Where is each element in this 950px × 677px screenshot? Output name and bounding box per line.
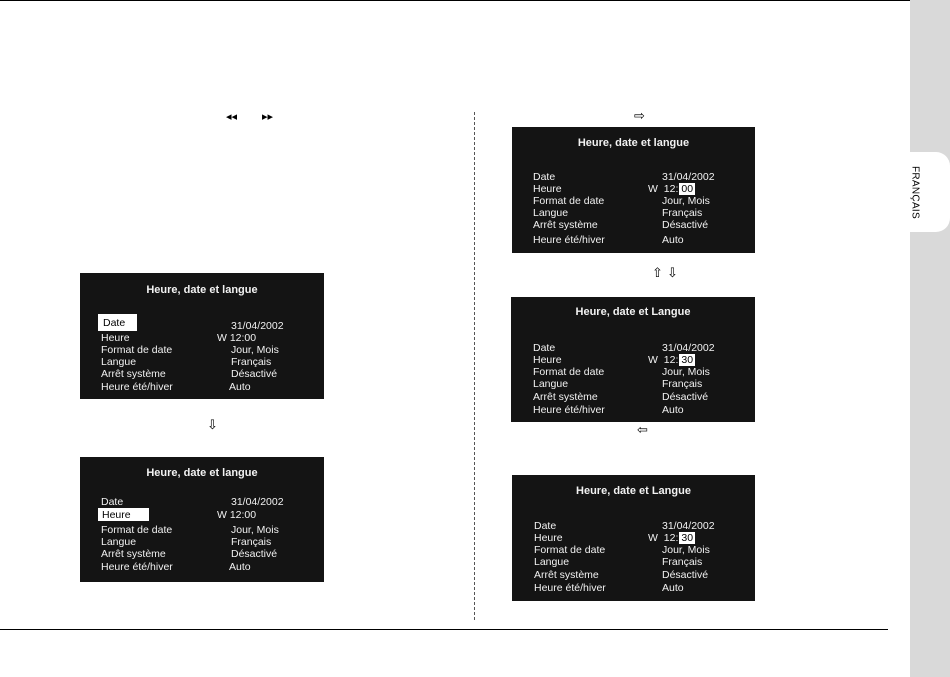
date-label[interactable]: Date xyxy=(98,314,137,331)
screen-title: Heure, date et langue xyxy=(146,467,258,479)
date-label: Date xyxy=(534,520,557,532)
date-label: Date xyxy=(533,342,556,354)
bottom-border xyxy=(0,629,888,630)
heure-value: W 12:00 xyxy=(217,332,257,344)
date-label: Date xyxy=(533,171,556,183)
date-value: 31/04/2002 xyxy=(662,342,715,354)
format-label: Format de date xyxy=(101,344,173,356)
format-label: Format de date xyxy=(534,544,606,556)
down-arrow-icon: ⇩ xyxy=(207,417,218,432)
language-tab-label: FRANÇAIS xyxy=(909,165,921,219)
ete-label: Heure été/hiver xyxy=(533,234,605,246)
langue-value: Français xyxy=(662,378,703,390)
heure-w: W xyxy=(648,532,658,544)
heure-label: Heure xyxy=(533,183,562,195)
langue-label: Langue xyxy=(101,536,137,548)
format-value: Jour, Mois xyxy=(662,544,710,556)
heure-label: Heure xyxy=(534,532,563,544)
arret-label: Arrêt système xyxy=(534,569,599,581)
left-arrow-icon: ⇦ xyxy=(637,422,648,437)
rewind-icon: ◂◂ xyxy=(226,111,238,123)
langue-value: Français xyxy=(662,556,703,568)
heure-value: W 12:00 xyxy=(217,509,257,521)
langue-value: Français xyxy=(231,536,272,548)
minutes-field[interactable]: 30 xyxy=(681,354,694,366)
langue-value: Français xyxy=(231,356,272,368)
format-value: Jour, Mois xyxy=(231,344,279,356)
heure-w: W xyxy=(648,183,658,195)
arret-label: Arrêt système xyxy=(533,219,598,231)
arret-value: Désactivé xyxy=(662,219,709,231)
format-value: Jour, Mois xyxy=(231,524,279,536)
arret-value: Désactivé xyxy=(231,548,278,560)
arret-value: Désactivé xyxy=(662,391,709,403)
menu-screen-minutes-30 xyxy=(511,297,755,422)
up-arrow-icon: ⇧ xyxy=(652,265,663,280)
langue-value: Français xyxy=(662,207,703,219)
heure-hours: 12: xyxy=(663,532,679,544)
screen-title: Heure, date et Langue xyxy=(575,306,691,318)
langue-label: Langue xyxy=(101,356,137,368)
date-label: Date xyxy=(101,496,124,508)
date-value: 31/04/2002 xyxy=(231,496,284,508)
top-border xyxy=(0,0,910,1)
format-value: Jour, Mois xyxy=(662,195,710,207)
heure-label[interactable]: Heure xyxy=(98,508,149,521)
langue-label: Langue xyxy=(533,207,569,219)
date-value: 31/04/2002 xyxy=(662,520,715,532)
heure-label: Heure xyxy=(533,354,562,366)
column-divider xyxy=(474,112,475,620)
menu-screen-minutes-00 xyxy=(512,127,755,253)
ete-label: Heure été/hiver xyxy=(101,561,173,573)
screen-title: Heure, date et langue xyxy=(146,284,258,296)
down-arrow-icon: ⇩ xyxy=(667,265,678,280)
format-label: Format de date xyxy=(101,524,173,536)
heure-value xyxy=(648,183,695,195)
date-value: 31/04/2002 xyxy=(662,171,715,183)
minutes-field[interactable]: 00 xyxy=(681,183,694,195)
minutes-field[interactable]: 30 xyxy=(681,532,694,544)
format-label: Format de date xyxy=(533,366,605,378)
heure-value xyxy=(648,532,695,544)
heure-hours: 12: xyxy=(663,354,679,366)
ete-label: Heure été/hiver xyxy=(534,582,606,594)
ete-label: Heure été/hiver xyxy=(101,381,173,393)
arret-label: Arrêt système xyxy=(533,391,598,403)
sidebar xyxy=(910,0,950,677)
langue-label: Langue xyxy=(534,556,570,568)
heure-w: W xyxy=(648,354,658,366)
langue-label: Langue xyxy=(533,378,569,390)
arret-label: Arrêt système xyxy=(101,548,166,560)
ete-value: Auto xyxy=(229,381,251,393)
date-value: 31/04/2002 xyxy=(231,320,284,332)
heure-value xyxy=(648,354,695,366)
ete-value: Auto xyxy=(662,404,684,416)
ete-value: Auto xyxy=(662,234,684,246)
format-label: Format de date xyxy=(533,195,605,207)
heure-hours: 12: xyxy=(663,183,679,195)
arret-value: Désactivé xyxy=(662,569,709,581)
menu-screen-date-selected xyxy=(80,273,324,399)
screen-title: Heure, date et langue xyxy=(577,137,690,149)
screen-title: Heure, date et Langue xyxy=(576,485,691,497)
heure-label: Heure xyxy=(101,332,130,344)
arret-value: Désactivé xyxy=(231,368,278,380)
fast-forward-icon: ▸▸ xyxy=(262,111,274,123)
ete-label: Heure été/hiver xyxy=(533,404,605,416)
menu-screen-minutes-30-confirmed xyxy=(512,475,755,601)
ete-value: Auto xyxy=(662,582,684,594)
right-arrow-icon: ⇨ xyxy=(634,108,645,123)
menu-screen-heure-selected xyxy=(80,457,324,582)
arret-label: Arrêt système xyxy=(101,368,166,380)
ete-value: Auto xyxy=(229,561,251,573)
format-value: Jour, Mois xyxy=(662,366,710,378)
